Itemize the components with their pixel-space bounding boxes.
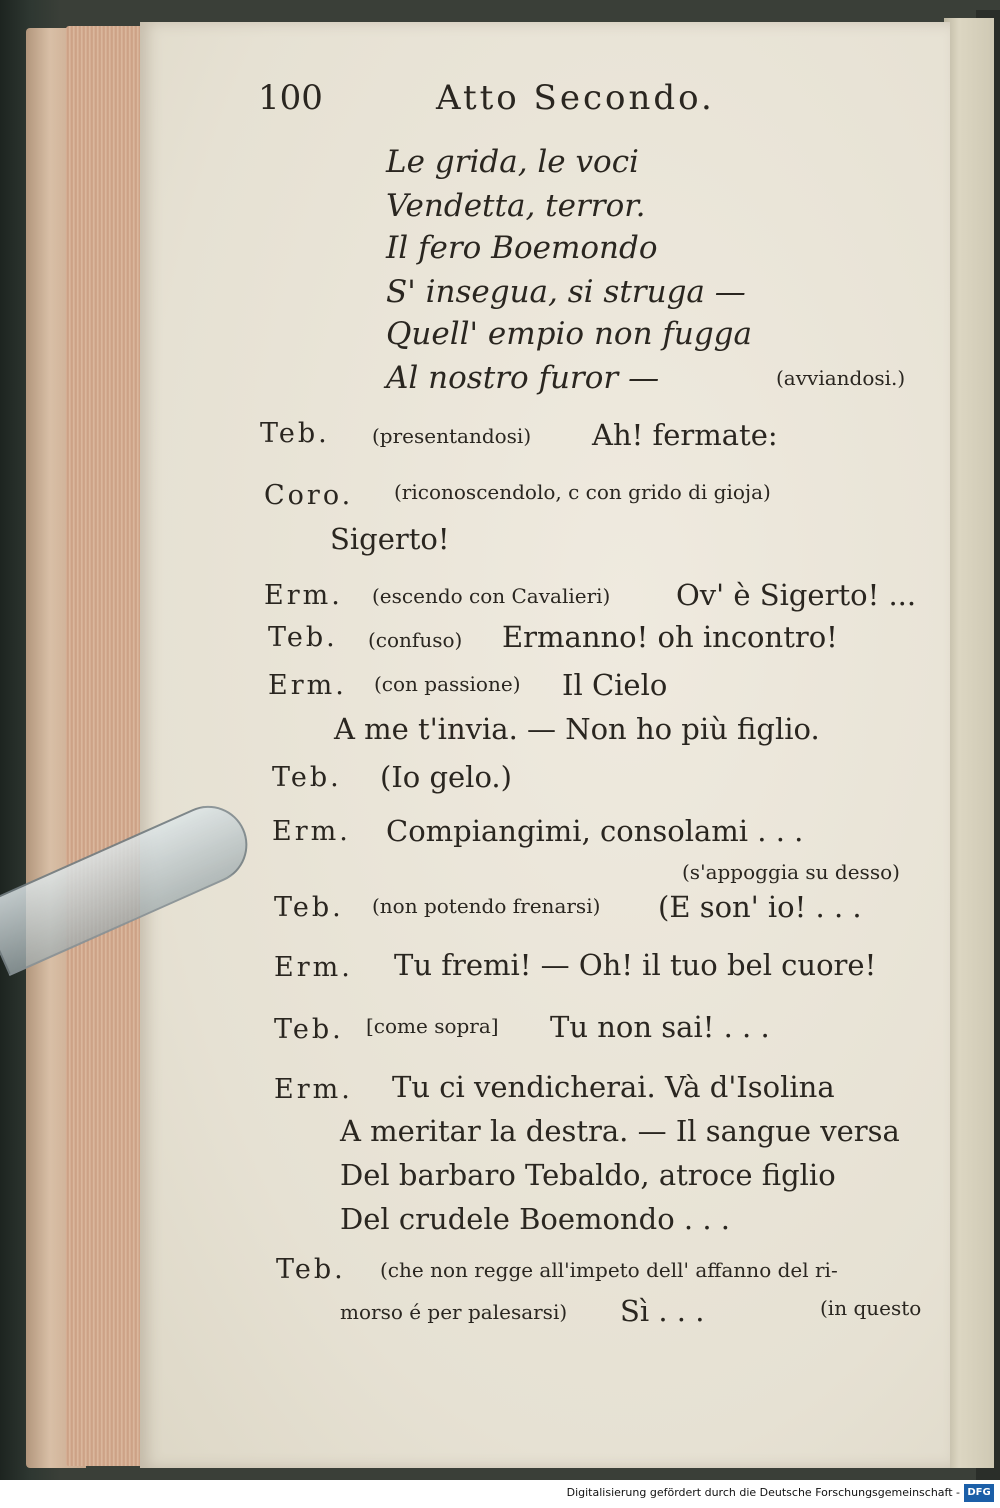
- verse-line: Quell' empio non fugga: [386, 316, 753, 352]
- verse-line: Tu fremi! — Oh! il tuo bel cuore!: [394, 948, 877, 982]
- verse-line: Compiangimi, consolami . . .: [386, 814, 804, 848]
- stage-direction: [come sopra]: [366, 1014, 499, 1038]
- verse-line: Il fero Boemondo: [386, 230, 658, 266]
- stage-direction: (escendo con Cavalieri): [372, 584, 611, 608]
- verse-line: S' insegua, si struga —: [386, 274, 746, 310]
- speaker-name: Erm.: [272, 816, 351, 847]
- book-page: [140, 22, 950, 1468]
- speaker-name: Teb.: [272, 762, 342, 793]
- stage-direction: (che non regge all'impeto dell' affanno del ri-: [380, 1258, 838, 1282]
- verse-line: Ah! fermate:: [592, 418, 778, 452]
- verse-line: Al nostro furor —: [386, 360, 660, 396]
- speaker-name: Teb.: [276, 1254, 346, 1285]
- stage-direction: (in questo: [820, 1296, 922, 1320]
- speaker-name: Erm.: [264, 580, 343, 611]
- verse-line: Del barbaro Tebaldo, atroce figlio: [340, 1158, 836, 1192]
- speaker-name: Teb.: [274, 892, 344, 923]
- speaker-name: Erm.: [268, 670, 347, 701]
- stage-direction: morso é per palesarsi): [340, 1300, 568, 1324]
- verse-line: Il Cielo: [562, 668, 668, 702]
- speaker-name: Erm.: [274, 1074, 353, 1105]
- speaker-name: Teb.: [274, 1014, 344, 1045]
- speaker-name: Teb.: [268, 622, 338, 653]
- speaker-name: Coro.: [264, 480, 354, 511]
- verse-line: Le grida, le voci: [386, 144, 639, 180]
- page-number: 100: [258, 78, 323, 118]
- stage-direction: (non potendo frenarsi): [372, 894, 601, 918]
- stage-direction: (con passione): [374, 672, 521, 696]
- verse-line: Del crudele Boemondo . . .: [340, 1202, 730, 1236]
- stage-direction: (s'appoggia su desso): [682, 860, 900, 884]
- verse-line: Vendetta, terror.: [386, 188, 646, 224]
- verse-line: (Io gelo.): [380, 760, 512, 794]
- dfg-logo: DFG: [964, 1484, 994, 1502]
- verse-line: Sigerto!: [330, 522, 450, 556]
- verse-line: (E son' io! . . .: [658, 890, 862, 924]
- stage-direction: (presentandosi): [372, 424, 532, 448]
- speaker-name: Erm.: [274, 952, 353, 983]
- verse-line: A meritar la destra. — Il sangue versa: [340, 1114, 900, 1148]
- stage-direction: (avviandosi.): [776, 366, 906, 390]
- facing-page-edge: [944, 18, 994, 1468]
- verse-line: Tu ci vendicherai. Và d'Isolina: [392, 1070, 835, 1104]
- stage-direction: (confuso): [368, 628, 463, 652]
- running-title: Atto Secondo.: [436, 78, 715, 118]
- verse-line: Ermanno! oh incontro!: [502, 620, 838, 654]
- verse-line: Sì . . .: [620, 1294, 705, 1328]
- footer-credit: Digitalisierung gefördert durch die Deutsche Forschungsgemeinschaft -: [566, 1486, 960, 1499]
- verse-line: Tu non sai! . . .: [550, 1010, 770, 1044]
- stage-direction: (riconoscendolo, c con grido di gioja): [394, 480, 771, 504]
- verse-line: A me t'invia. — Non ho più figlio.: [334, 712, 820, 746]
- speaker-name: Teb.: [260, 418, 330, 449]
- verse-line: Ov' è Sigerto! ...: [676, 578, 917, 612]
